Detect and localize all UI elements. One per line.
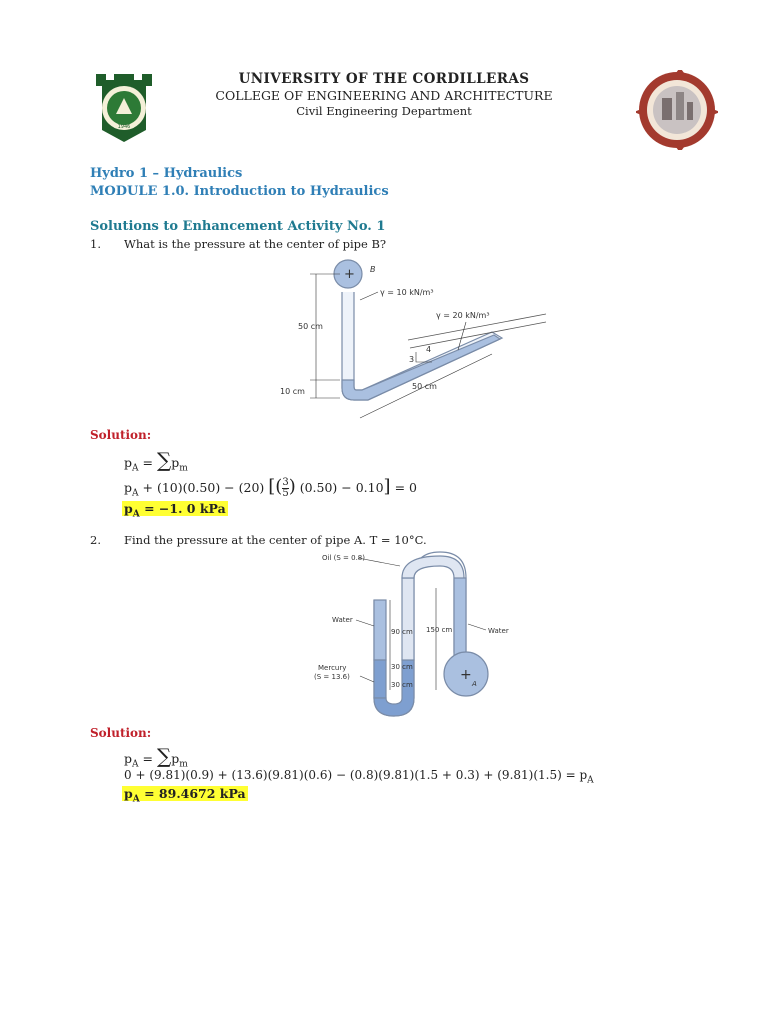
college-name: COLLEGE OF ENGINEERING AND ARCHITECTURE bbox=[215, 88, 553, 103]
fig2-mercury-s: (S = 13.6) bbox=[314, 673, 350, 681]
problem-2-figure bbox=[300, 548, 520, 722]
problem-1-answer: $p_A = -1$. 0 kPa bbox=[124, 501, 226, 520]
fig2-label-a: A bbox=[472, 680, 477, 688]
university-name: UNIVERSITY OF THE CORDILLERAS bbox=[238, 71, 530, 87]
problem-2-question: Find the pressure at the center of pipe A. T = 10°C. bbox=[124, 533, 427, 547]
problem-2-number: 2. bbox=[90, 533, 101, 547]
problem-1-solution-label: Solution: bbox=[90, 428, 152, 442]
problem-1-number: 1. bbox=[90, 237, 101, 251]
problem-2-eq2: $0 + (9.81)(0.9) + (13.6)(9.81)(0.6) - (0.8)(9.81)(1.5 + 0.3) + (9.81)(1.5) = p_A$ bbox=[124, 768, 594, 786]
fig2-mercury: Mercury bbox=[318, 664, 347, 672]
fig1-slope-run: 4 bbox=[426, 345, 432, 354]
fig2-dim-150: 150 cm bbox=[426, 626, 453, 634]
fig1-slope-rise: 3 bbox=[409, 355, 415, 364]
activity-title: Solutions to Enhancement Activity No. 1 bbox=[90, 219, 386, 234]
problem-1-eq1: $p_A = \sum p_m$ bbox=[124, 448, 188, 474]
svg-text:1946: 1946 bbox=[117, 124, 131, 130]
problem-2-eq1: $p_A = \sum p_m$ bbox=[124, 744, 188, 770]
fig2-dim-30b: 30 cm bbox=[391, 681, 413, 689]
fig2-water-left: Water bbox=[332, 616, 353, 624]
fig1-label-b: B bbox=[370, 265, 376, 274]
fig2-oil: Oil (S = 0.8) bbox=[322, 554, 365, 562]
problem-2-answer: $p_A = 89.4672$ kPa bbox=[124, 786, 246, 805]
problem-1-question: What is the pressure at the center of pipe B? bbox=[124, 237, 387, 251]
fig2-dim-90: 90 cm bbox=[391, 628, 413, 636]
fig1-gamma2: γ = 20 kN/m³ bbox=[436, 311, 490, 320]
svg-text:+: + bbox=[344, 267, 355, 282]
fig1-gamma1: γ = 10 kN/m³ bbox=[380, 288, 434, 297]
fig1-dim-50-slope: 50 cm bbox=[412, 382, 437, 391]
course-title: Hydro 1 – Hydraulics bbox=[90, 166, 243, 181]
svg-text:+: + bbox=[460, 667, 472, 683]
fig1-dim-50-vertical: 50 cm bbox=[298, 322, 323, 331]
problem-1-eq2: $p_A + (10)(0.50) - (20)$ [( $\frac{3}{5}$ ) (0.50) − 0.10] = 0 bbox=[124, 476, 417, 499]
fig1-dim-10: 10 cm bbox=[280, 387, 305, 396]
module-title: MODULE 1.0. Introduction to Hydraulics bbox=[90, 184, 389, 199]
problem-2-solution-label: Solution: bbox=[90, 726, 152, 740]
fig2-dim-30a: 30 cm bbox=[391, 663, 413, 671]
department-name: Civil Engineering Department bbox=[296, 104, 472, 118]
problem-1-figure bbox=[270, 252, 550, 428]
fig2-water-right: Water bbox=[488, 627, 509, 635]
